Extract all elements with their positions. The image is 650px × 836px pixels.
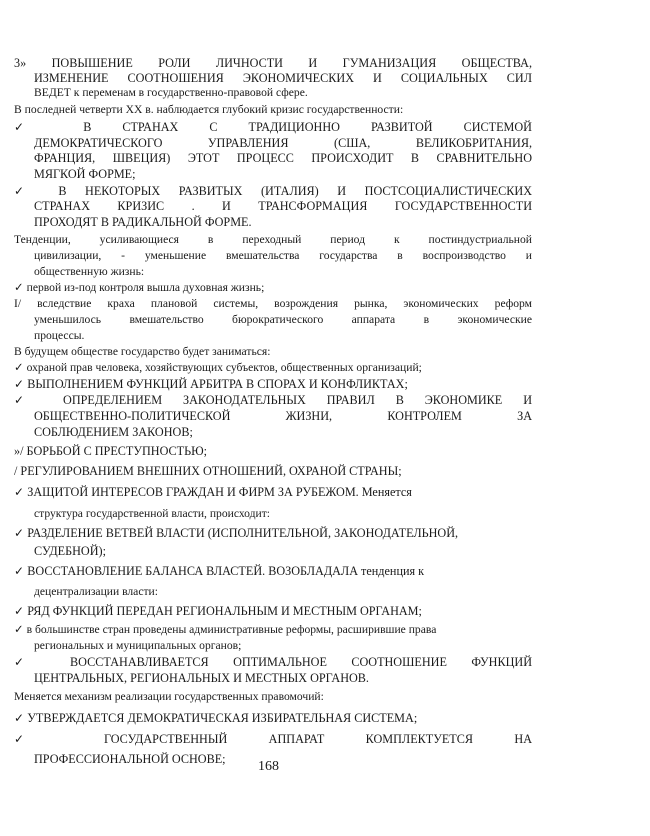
text-line: ДЕМОКРАТИЧЕСКОГО УПРАВЛЕНИЯ (США, ВЕЛИКОБРИТАНИЯ, [34,136,532,150]
text-line: / РЕГУЛИРОВАНИЕМ ВНЕШНИХ ОТНОШЕНИЙ, ОХРАНОЙ СТРАНЫ; [14,464,402,478]
text-line: I/ вследствие краха плановой системы, возрождения рынка, экономических реформ [14,297,532,310]
text-line: »/ БОРЬБОЙ С ПРЕСТУПНОСТЬЮ; [14,444,208,458]
text-line: ✓ ЗАЩИТОЙ ИНТЕРЕСОВ ГРАЖДАН И ФИРМ ЗА РУБЕЖОМ. Меняется [14,485,412,499]
text-line: ОБЩЕСТВЕННО-ПОЛИТИЧЕСКОЙ ЖИЗНИ, КОНТРОЛЕМ ЗА [34,409,532,423]
text-line: СОБЛЮДЕНИЕМ ЗАКОНОВ; [34,425,193,439]
text-line: ФРАНЦИЯ, ШВЕЦИЯ) ЭТОТ ПРОЦЕСС ПРОИСХОДИТ В СРАВНИТЕЛЬНО [34,151,532,165]
text-line: уменьшилось вмешательство бюрократического аппарата в экономические [34,313,532,326]
text-line: ✓ УТВЕРЖДАЕТСЯ ДЕМОКРАТИЧЕСКАЯ ИЗБИРАТЕЛЬНАЯ СИСТЕМА; [14,711,418,725]
text-line: ЦЕНТРАЛЬНЫХ, РЕГИОНАЛЬНЫХ И МЕСТНЫХ ОРГАНОВ. [34,671,369,685]
text-line: ВЕДЕТ к переменам в государственно-правовой сфере. [34,86,308,99]
text-line: ✓ в большинстве стран проведены административные реформы, расширившие права [14,623,437,636]
text-line: ✓ ВЫПОЛНЕНИЕМ ФУНКЦИЙ АРБИТРА В СПОРАХ И КОНФЛИКТАХ; [14,377,408,391]
text-line: ✓ В СТРАНАХ С ТРАДИЦИОННО РАЗВИТОЙ СИСТЕМОЙ [14,120,532,134]
text-line: ✓ РЯД ФУНКЦИЙ ПЕРЕДАН РЕГИОНАЛЬНЫМ И МЕСТНЫМ ОРГАНАМ; [14,604,422,618]
text-line: общественную жизнь: [34,265,145,278]
text-line: МЯГКОЙ ФОРМЕ; [34,167,136,181]
text-line: В последней четверти XX в. наблюдается глубокий кризис государственности: [14,103,404,116]
text-line: ✓ первой из-под контроля вышла духовная жизнь; [14,281,265,294]
text-line: ✓ ВОССТАНАВЛИВАЕТСЯ ОПТИМАЛЬНОЕ СООТНОШЕНИЕ ФУНКЦИЙ [14,655,532,669]
text-line: ✓ ВОССТАНОВЛЕНИЕ БАЛАНСА ВЛАСТЕЙ. ВОЗОБЛАДАЛА тенденция к [14,564,425,578]
text-line: ✓ В НЕКОТОРЫХ РАЗВИТЫХ (ИТАЛИЯ) И ПОСТСОЦИАЛИСТИЧЕСКИХ [14,184,532,198]
text-line: структура государственной власти, происходит: [34,507,271,520]
text-line: ✓ РАЗДЕЛЕНИЕ ВЕТВЕЙ ВЛАСТИ (ИСПОЛНИТЕЛЬНОЙ, ЗАКОНОДАТЕЛЬНОЙ, [14,526,459,540]
text-line: ПРОФЕССИОНАЛЬНОЙ ОСНОВЕ; [34,752,226,766]
text-line: ✓ ОПРЕДЕЛЕНИЕМ ЗАКОНОДАТЕЛЬНЫХ ПРАВИЛ В ЭКОНОМИКЕ И [14,393,532,407]
text-line: ПРОХОДЯТ В РАДИКАЛЬНОЙ ФОРМЕ. [34,215,252,229]
text-line: Тенденции, усиливающиеся в переходный период к постиндустриальной [14,233,532,246]
text-line: Меняется механизм реализации государственных правомочий: [14,690,324,703]
text-line: региональных и муниципальных органов; [34,639,242,652]
text-line: ✓ ГОСУДАРСТВЕННЫЙ АППАРАТ КОМПЛЕКТУЕТСЯ НА [14,732,532,746]
page-number: 168 [258,759,279,774]
text-line: децентрализации власти: [34,585,158,598]
text-line: СТРАНАХ КРИЗИС . И ТРАНСФОРМАЦИЯ ГОСУДАРСТВЕННОСТИ [34,199,532,213]
text-line: ✓ охраной прав человека, хозяйствующих субъектов, общественных организаций; [14,361,422,374]
text-line: СУДЕБНОЙ); [34,544,106,558]
text-line: процессы. [34,329,85,342]
text-line: ИЗМЕНЕНИЕ СООТНОШЕНИЯ ЭКОНОМИЧЕСКИХ И СОЦИАЛЬНЫХ СИЛ [34,71,532,85]
text-line: цивилизации, - уменьшение вмешательства государства в воспроизводство и [34,249,532,262]
text-line: В будущем обществе государство будет заниматься: [14,345,271,358]
text-line: 3» ПОВЫШЕНИЕ РОЛИ ЛИЧНОСТИ И ГУМАНИЗАЦИЯ ОБЩЕСТВА, [14,56,532,70]
